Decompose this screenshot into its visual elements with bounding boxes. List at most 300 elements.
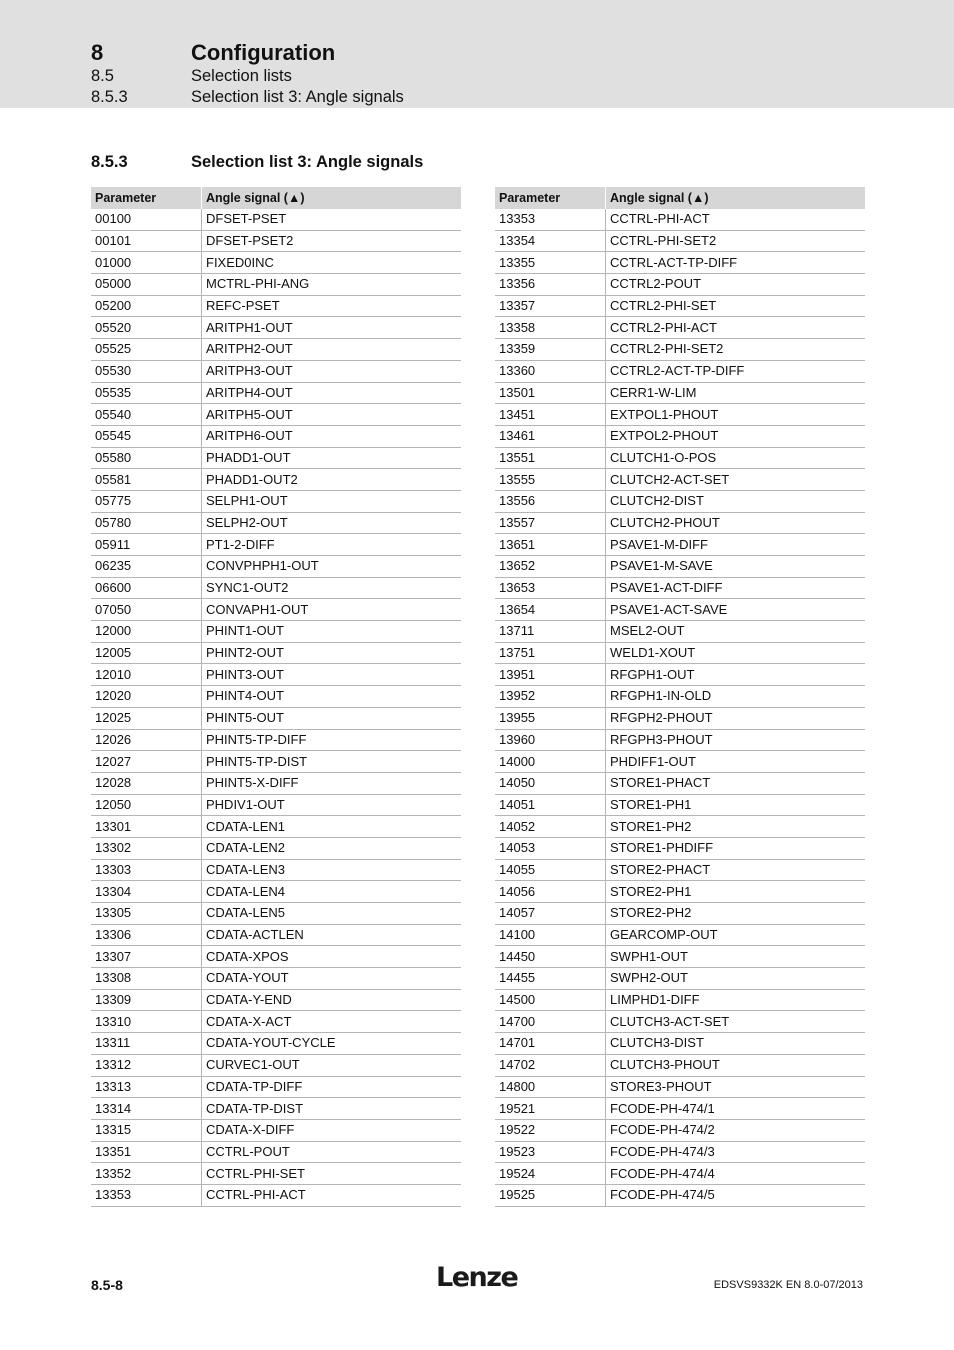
subsubsection-number: 8.5.3 (91, 88, 128, 106)
angle-signal-cell: STORE1-PH2 (606, 816, 866, 838)
table-row (91, 751, 461, 773)
angle-signal-cell: SWPH2-OUT (606, 968, 866, 990)
angle-signal-cell: CURVEC1-OUT (202, 1054, 462, 1076)
table-row (495, 989, 865, 1011)
parameter-code-cell: 13302 (91, 837, 202, 859)
parameter-code-cell: 13501 (495, 382, 606, 404)
parameter-code-cell: 14450 (495, 946, 606, 968)
table-row (91, 1163, 461, 1185)
parameter-code-cell: 13652 (495, 556, 606, 578)
angle-signal-cell: PHDIFF1-OUT (606, 751, 866, 773)
angle-signal-cell: CDATA-Y-END (202, 989, 462, 1011)
parameter-code-cell: 13751 (495, 642, 606, 664)
table-row (495, 360, 865, 382)
parameter-code-cell: 13551 (495, 447, 606, 469)
table-row (91, 209, 461, 230)
table-row (495, 1033, 865, 1055)
angle-signal-cell: CLUTCH3-ACT-SET (606, 1011, 866, 1033)
angle-signal-cell: PHINT5-TP-DIFF (202, 729, 462, 751)
parameter-code-cell: 05780 (91, 512, 202, 534)
table-row (495, 469, 865, 491)
column-header-angle-signal: Angle signal (▲) (606, 187, 866, 209)
angle-signal-cell: CCTRL-POUT (202, 1141, 462, 1163)
table-row (495, 1163, 865, 1185)
table-row (495, 859, 865, 881)
parameter-code-cell: 13654 (495, 599, 606, 621)
angle-signal-cell: RFGPH1-OUT (606, 664, 866, 686)
parameter-code-cell: 13353 (495, 209, 606, 230)
column-header-parameter: Parameter (91, 187, 202, 209)
parameter-code-cell: 12000 (91, 621, 202, 643)
table-row (91, 317, 461, 339)
angle-signal-cell: CONVPHPH1-OUT (202, 556, 462, 578)
table-row (495, 447, 865, 469)
parameter-code-cell: 13952 (495, 686, 606, 708)
parameter-code-cell: 13312 (91, 1054, 202, 1076)
table-row (91, 1098, 461, 1120)
angle-signal-cell: CCTRL-ACT-TP-DIFF (606, 252, 866, 274)
angle-signal-cell: REFC-PSET (202, 295, 462, 317)
table-row (91, 404, 461, 426)
table-row (495, 924, 865, 946)
table-row (91, 707, 461, 729)
table-row (91, 252, 461, 274)
parameter-code-cell: 13557 (495, 512, 606, 534)
parameter-code-cell: 13355 (495, 252, 606, 274)
parameter-code-cell: 13310 (91, 1011, 202, 1033)
chapter-title: Configuration (191, 40, 336, 65)
table-row (91, 816, 461, 838)
table-row (91, 881, 461, 903)
table-row (91, 924, 461, 946)
angle-signal-cell: FCODE-PH-474/1 (606, 1098, 866, 1120)
parameter-table-left (91, 187, 461, 1207)
table-row (91, 642, 461, 664)
parameter-code-cell: 05581 (91, 469, 202, 491)
parameter-code-cell: 14056 (495, 881, 606, 903)
parameter-code-cell: 19521 (495, 1098, 606, 1120)
parameter-code-cell: 05775 (91, 490, 202, 512)
angle-signal-cell: PHDIV1-OUT (202, 794, 462, 816)
angle-signal-cell: ARITPH3-OUT (202, 360, 462, 382)
table-row (495, 1076, 865, 1098)
angle-signal-cell: CDATA-YOUT (202, 968, 462, 990)
angle-signal-cell: CDATA-LEN4 (202, 881, 462, 903)
parameter-code-cell: 13305 (91, 903, 202, 925)
subsection-title: Selection lists (191, 67, 292, 85)
parameter-code-cell: 14057 (495, 903, 606, 925)
column-header-parameter: Parameter (495, 187, 606, 209)
angle-signal-cell: LIMPHD1-DIFF (606, 989, 866, 1011)
parameter-code-cell: 13307 (91, 946, 202, 968)
table-row (495, 404, 865, 426)
parameter-code-cell: 06235 (91, 556, 202, 578)
parameter-code-cell: 13352 (91, 1163, 202, 1185)
table-row (91, 686, 461, 708)
angle-signal-cell: ARITPH4-OUT (202, 382, 462, 404)
parameter-code-cell: 13360 (495, 360, 606, 382)
parameter-code-cell: 06600 (91, 577, 202, 599)
table-row (91, 968, 461, 990)
table-row (91, 903, 461, 925)
table-row (495, 946, 865, 968)
angle-signal-cell: CDATA-XPOS (202, 946, 462, 968)
parameter-code-cell: 07050 (91, 599, 202, 621)
table-row (495, 317, 865, 339)
table-row (91, 512, 461, 534)
angle-signal-cell: CLUTCH3-DIST (606, 1033, 866, 1055)
column-header-angle-signal: Angle signal (▲) (202, 187, 462, 209)
angle-signal-cell: CDATA-LEN5 (202, 903, 462, 925)
parameter-code-cell: 12020 (91, 686, 202, 708)
angle-signal-cell: CLUTCH1-O-POS (606, 447, 866, 469)
parameter-code-cell: 19525 (495, 1184, 606, 1206)
angle-signal-cell: CCTRL-PHI-ACT (606, 209, 866, 230)
angle-signal-cell: CLUTCH3-PHOUT (606, 1054, 866, 1076)
subsection-number: 8.5 (91, 67, 114, 85)
angle-signal-cell: CDATA-LEN2 (202, 837, 462, 859)
table-body (91, 209, 461, 1206)
table-row (91, 772, 461, 794)
angle-signal-cell: RFGPH1-IN-OLD (606, 686, 866, 708)
table-row (495, 816, 865, 838)
angle-signal-cell: PHADD1-OUT2 (202, 469, 462, 491)
table-row (495, 751, 865, 773)
angle-signal-cell: EXTPOL2-PHOUT (606, 425, 866, 447)
table-row (495, 599, 865, 621)
parameter-code-cell: 13955 (495, 707, 606, 729)
angle-signal-cell: STORE1-PHDIFF (606, 837, 866, 859)
parameter-code-cell: 05520 (91, 317, 202, 339)
angle-signal-cell: PHINT4-OUT (202, 686, 462, 708)
parameter-code-cell: 05535 (91, 382, 202, 404)
parameter-code-cell: 13306 (91, 924, 202, 946)
parameter-code-cell: 13303 (91, 859, 202, 881)
table-row (495, 772, 865, 794)
table-row (495, 339, 865, 361)
angle-signal-cell: STORE1-PHACT (606, 772, 866, 794)
table-header-row (495, 187, 865, 209)
table-row (495, 556, 865, 578)
table-row (495, 512, 865, 534)
table-row (495, 534, 865, 556)
parameter-code-cell: 14455 (495, 968, 606, 990)
table-row (91, 425, 461, 447)
angle-signal-cell: PHADD1-OUT (202, 447, 462, 469)
angle-signal-cell: CCTRL2-ACT-TP-DIFF (606, 360, 866, 382)
angle-signal-cell: PHINT5-TP-DIST (202, 751, 462, 773)
table-row (91, 274, 461, 296)
angle-signal-cell: PHINT3-OUT (202, 664, 462, 686)
angle-signal-cell: FCODE-PH-474/5 (606, 1184, 866, 1206)
angle-signal-cell: SELPH2-OUT (202, 512, 462, 534)
table-row (495, 729, 865, 751)
parameter-code-cell: 13960 (495, 729, 606, 751)
angle-signal-cell: RFGPH2-PHOUT (606, 707, 866, 729)
angle-signal-cell: DFSET-PSET (202, 209, 462, 230)
angle-signal-cell: MSEL2-OUT (606, 621, 866, 643)
angle-signal-cell: CDATA-X-DIFF (202, 1119, 462, 1141)
angle-signal-cell: SWPH1-OUT (606, 946, 866, 968)
angle-signal-cell: PHINT2-OUT (202, 642, 462, 664)
parameter-code-cell: 13461 (495, 425, 606, 447)
angle-signal-cell: STORE1-PH1 (606, 794, 866, 816)
table-row (91, 599, 461, 621)
table-row (495, 425, 865, 447)
table-row (495, 686, 865, 708)
angle-signal-cell: CONVAPH1-OUT (202, 599, 462, 621)
parameter-code-cell: 13304 (91, 881, 202, 903)
parameter-code-cell: 12028 (91, 772, 202, 794)
table-row (91, 1033, 461, 1055)
section-title: Selection list 3: Angle signals (191, 153, 424, 171)
parameter-code-cell: 13356 (495, 274, 606, 296)
angle-signal-cell: ARITPH6-OUT (202, 425, 462, 447)
table-row (495, 274, 865, 296)
angle-signal-cell: FIXED0INC (202, 252, 462, 274)
parameter-code-cell: 13311 (91, 1033, 202, 1055)
table-row (495, 1054, 865, 1076)
parameter-code-cell: 14500 (495, 989, 606, 1011)
table-row (495, 382, 865, 404)
angle-signal-cell: RFGPH3-PHOUT (606, 729, 866, 751)
parameter-code-cell: 13711 (495, 621, 606, 643)
table-row (495, 794, 865, 816)
angle-signal-cell: CDATA-X-ACT (202, 1011, 462, 1033)
parameter-code-cell: 05530 (91, 360, 202, 382)
table-row (91, 1119, 461, 1141)
angle-signal-cell: CDATA-LEN3 (202, 859, 462, 881)
table-row (91, 447, 461, 469)
lenze-logo: Lenze (436, 1262, 518, 1293)
angle-signal-cell: MCTRL-PHI-ANG (202, 274, 462, 296)
table-row (495, 621, 865, 643)
subsubsection-title: Selection list 3: Angle signals (191, 88, 404, 106)
table-row (91, 295, 461, 317)
parameter-code-cell: 12005 (91, 642, 202, 664)
parameter-code-cell: 13653 (495, 577, 606, 599)
angle-signal-cell: CLUTCH2-PHOUT (606, 512, 866, 534)
subsection-heading (91, 67, 292, 86)
angle-signal-cell: DFSET-PSET2 (202, 230, 462, 252)
angle-signal-cell: SELPH1-OUT (202, 490, 462, 512)
angle-signal-cell: CDATA-TP-DIST (202, 1098, 462, 1120)
angle-signal-cell: PHINT5-OUT (202, 707, 462, 729)
parameter-code-cell: 13313 (91, 1076, 202, 1098)
parameter-code-cell: 13359 (495, 339, 606, 361)
parameter-code-cell: 12026 (91, 729, 202, 751)
table-body (495, 209, 865, 1206)
table-row (91, 989, 461, 1011)
angle-signal-cell: WELD1-XOUT (606, 642, 866, 664)
section-number: 8.5.3 (91, 153, 128, 171)
table-row (91, 859, 461, 881)
table-row (91, 837, 461, 859)
angle-signal-cell: STORE3-PHOUT (606, 1076, 866, 1098)
angle-signal-cell: FCODE-PH-474/3 (606, 1141, 866, 1163)
angle-signal-cell: STORE2-PH2 (606, 903, 866, 925)
table-row (91, 490, 461, 512)
table-row (495, 577, 865, 599)
parameter-code-cell: 19524 (495, 1163, 606, 1185)
angle-signal-cell: CERR1-W-LIM (606, 382, 866, 404)
parameter-code-cell: 12027 (91, 751, 202, 773)
angle-signal-cell: ARITPH1-OUT (202, 317, 462, 339)
table-row (495, 1011, 865, 1033)
document-code: EDSVS9332K EN 8.0-07/2013 (713, 1279, 863, 1291)
parameter-code-cell: 14053 (495, 837, 606, 859)
parameter-code-cell: 19523 (495, 1141, 606, 1163)
angle-signal-cell: CDATA-TP-DIFF (202, 1076, 462, 1098)
table-row (91, 339, 461, 361)
parameter-code-cell: 14000 (495, 751, 606, 773)
table-row (91, 1054, 461, 1076)
parameter-code-cell: 05525 (91, 339, 202, 361)
parameter-code-cell: 14800 (495, 1076, 606, 1098)
angle-signal-cell: STORE2-PH1 (606, 881, 866, 903)
table-row (91, 664, 461, 686)
angle-signal-cell: CCTRL2-PHI-SET2 (606, 339, 866, 361)
parameter-code-cell: 19522 (495, 1119, 606, 1141)
table-row (91, 360, 461, 382)
parameter-code-cell: 13358 (495, 317, 606, 339)
parameter-code-cell: 13353 (91, 1184, 202, 1206)
table-row (91, 534, 461, 556)
parameter-code-cell: 13351 (91, 1141, 202, 1163)
section-heading (91, 153, 423, 172)
parameter-code-cell: 14100 (495, 924, 606, 946)
angle-signal-cell: CCTRL2-PHI-SET (606, 295, 866, 317)
table-row (91, 469, 461, 491)
table-row (495, 968, 865, 990)
table-row (91, 1076, 461, 1098)
table-row (495, 295, 865, 317)
angle-signal-cell: CLUTCH2-DIST (606, 490, 866, 512)
angle-signal-cell: EXTPOL1-PHOUT (606, 404, 866, 426)
parameter-code-cell: 01000 (91, 252, 202, 274)
parameter-code-cell: 14701 (495, 1033, 606, 1055)
angle-signal-cell: SYNC1-OUT2 (202, 577, 462, 599)
table-row (495, 490, 865, 512)
table-row (495, 1184, 865, 1206)
parameter-code-cell: 13651 (495, 534, 606, 556)
table-row (495, 1119, 865, 1141)
parameter-code-cell: 13556 (495, 490, 606, 512)
parameter-code-cell: 13357 (495, 295, 606, 317)
chapter-number: 8 (91, 40, 104, 65)
chapter-heading (91, 40, 335, 66)
table-row (91, 382, 461, 404)
parameter-code-cell: 13451 (495, 404, 606, 426)
angle-signal-cell: CDATA-LEN1 (202, 816, 462, 838)
parameter-code-cell: 05540 (91, 404, 202, 426)
parameter-table-right (495, 187, 865, 1207)
table-row (91, 946, 461, 968)
table-row (495, 837, 865, 859)
table-row (495, 1098, 865, 1120)
parameter-code-cell: 14052 (495, 816, 606, 838)
parameter-code-cell: 13301 (91, 816, 202, 838)
parameter-code-cell: 14702 (495, 1054, 606, 1076)
table-row (91, 577, 461, 599)
table-row (91, 729, 461, 751)
angle-signal-cell: PSAVE1-ACT-DIFF (606, 577, 866, 599)
angle-signal-cell: PSAVE1-M-SAVE (606, 556, 866, 578)
table-row (495, 230, 865, 252)
parameter-code-cell: 05200 (91, 295, 202, 317)
angle-signal-cell: CCTRL-PHI-SET (202, 1163, 462, 1185)
table-row (495, 642, 865, 664)
parameter-code-cell: 05545 (91, 425, 202, 447)
angle-signal-cell: PHINT5-X-DIFF (202, 772, 462, 794)
parameter-code-cell: 13314 (91, 1098, 202, 1120)
table-row (495, 664, 865, 686)
angle-signal-cell: CLUTCH2-ACT-SET (606, 469, 866, 491)
table-header-row (91, 187, 461, 209)
parameter-code-cell: 12010 (91, 664, 202, 686)
angle-signal-cell: GEARCOMP-OUT (606, 924, 866, 946)
parameter-code-cell: 13315 (91, 1119, 202, 1141)
angle-signal-cell: FCODE-PH-474/4 (606, 1163, 866, 1185)
angle-signal-cell: PT1-2-DIFF (202, 534, 462, 556)
table-row (91, 621, 461, 643)
subsubsection-heading (91, 88, 404, 107)
angle-signal-cell: CCTRL2-POUT (606, 274, 866, 296)
angle-signal-cell: CCTRL-PHI-ACT (202, 1184, 462, 1206)
angle-signal-cell: PSAVE1-ACT-SAVE (606, 599, 866, 621)
table-row (495, 252, 865, 274)
angle-signal-cell: STORE2-PHACT (606, 859, 866, 881)
table-row (91, 794, 461, 816)
angle-signal-cell: PHINT1-OUT (202, 621, 462, 643)
angle-signal-cell: ARITPH2-OUT (202, 339, 462, 361)
page-number: 8.5-8 (91, 1277, 123, 1293)
angle-signal-cell: CCTRL2-PHI-ACT (606, 317, 866, 339)
parameter-code-cell: 05580 (91, 447, 202, 469)
page-header (0, 0, 954, 108)
table-row (91, 1184, 461, 1206)
table-row (495, 707, 865, 729)
parameter-code-cell: 05911 (91, 534, 202, 556)
parameter-code-cell: 13309 (91, 989, 202, 1011)
parameter-code-cell: 14051 (495, 794, 606, 816)
parameter-code-cell: 13354 (495, 230, 606, 252)
table-row (495, 209, 865, 230)
angle-signal-cell: CDATA-ACTLEN (202, 924, 462, 946)
angle-signal-cell: CDATA-YOUT-CYCLE (202, 1033, 462, 1055)
parameter-code-cell: 13555 (495, 469, 606, 491)
parameter-code-cell: 14055 (495, 859, 606, 881)
table-row (91, 1141, 461, 1163)
angle-signal-cell: ARITPH5-OUT (202, 404, 462, 426)
table-row (91, 556, 461, 578)
angle-signal-cell: CCTRL-PHI-SET2 (606, 230, 866, 252)
table-row (495, 903, 865, 925)
table-row (91, 230, 461, 252)
parameter-code-cell: 00101 (91, 230, 202, 252)
angle-signal-cell: PSAVE1-M-DIFF (606, 534, 866, 556)
parameter-code-cell: 12025 (91, 707, 202, 729)
parameter-code-cell: 00100 (91, 209, 202, 230)
table-row (91, 1011, 461, 1033)
parameter-code-cell: 13308 (91, 968, 202, 990)
table-row (495, 1141, 865, 1163)
parameter-code-cell: 12050 (91, 794, 202, 816)
parameter-code-cell: 14050 (495, 772, 606, 794)
parameter-code-cell: 05000 (91, 274, 202, 296)
parameter-code-cell: 13951 (495, 664, 606, 686)
table-row (495, 881, 865, 903)
